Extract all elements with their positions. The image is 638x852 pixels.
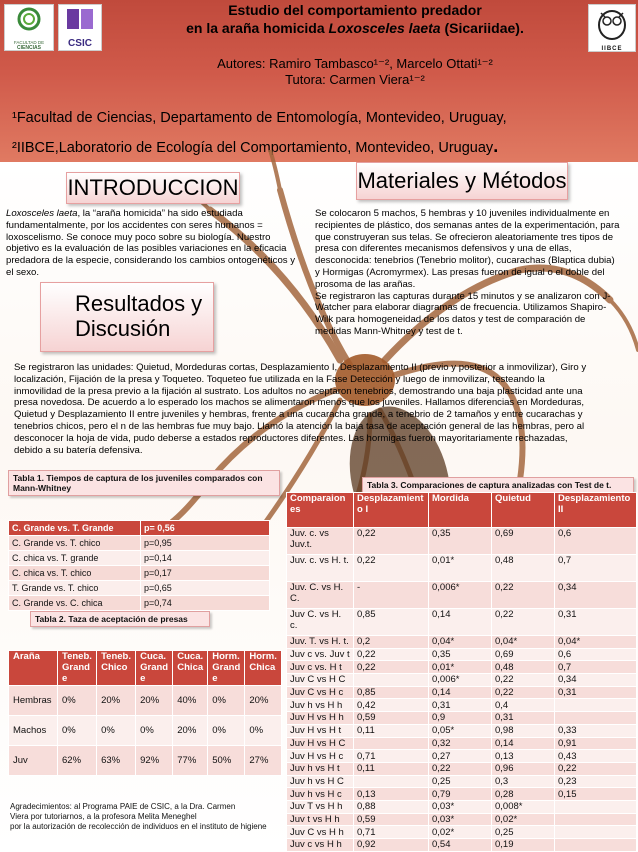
table3-cell: 0,31 — [492, 712, 555, 725]
table-row — [9, 716, 282, 746]
table-row — [9, 536, 270, 551]
table1-header-row — [9, 521, 270, 536]
table3-cell: Juv H vs H c — [287, 750, 354, 763]
table-row — [287, 609, 637, 636]
table3-cell: 0,69 — [492, 528, 555, 555]
title-text: en la araña homicida — [186, 20, 329, 36]
table3-cell: 0,14 — [492, 737, 555, 750]
table2-cell: Juv — [9, 746, 58, 776]
table3-cell: Juv C vs H c — [287, 686, 354, 699]
table-row — [287, 528, 637, 555]
ack-line: por la autorización de recolección de individuos en el instituto de higiene — [10, 822, 267, 831]
table2-cell: 0% — [58, 716, 97, 746]
table2-cell: 20% — [136, 686, 173, 716]
table3-cell: Juv T vs H h — [287, 800, 354, 813]
table3-cell: Juv c vs H h — [287, 839, 354, 852]
table3-cell: 0,48 — [492, 555, 555, 582]
results-line: Quietud y Desplazamiento II entre juveniles y hembras, frente a una cucaracha grande, a tenebrio de 2 tamaños y entre cucarachas y — [14, 409, 583, 421]
table1-cell: p=0,65 — [141, 581, 270, 596]
table3-cell: 0,54 — [429, 839, 492, 852]
table3-cell: 0,22 — [354, 648, 429, 661]
table3-cell: Juv C vs H C — [287, 674, 354, 687]
table3-cell: Juv. C. vs H. C. — [287, 582, 354, 609]
table2-caption: Tabla 2. Taza de aceptación de presas — [30, 611, 210, 627]
table3-cell: 0,15 — [555, 788, 637, 801]
table3-cell: 0,2 — [354, 636, 429, 649]
affiliation-2: ²IIBCE,Laboratorio de Ecología del Comportamiento, Montevideo, Uruguay. — [12, 136, 499, 156]
table1-cell: p=0,17 — [141, 566, 270, 581]
table3-cell: 0,31 — [429, 699, 492, 712]
table-row — [287, 582, 637, 609]
results-heading-line1: Resultados y — [75, 291, 203, 316]
table2-header-cell: Araña — [9, 651, 58, 686]
title-text-end: (Sicariidae). — [440, 20, 524, 36]
poster-title-line2 — [120, 20, 590, 36]
table3-cell: Juv C. vs H. c. — [287, 609, 354, 636]
intro-heading: INTRODUCCION — [67, 175, 239, 200]
table2-header-row — [9, 651, 282, 686]
table2-cell: 20% — [97, 686, 136, 716]
table-row — [287, 839, 637, 852]
iibce-logo — [588, 4, 636, 52]
table1-cell: p=0,14 — [141, 551, 270, 566]
table-row — [287, 648, 637, 661]
table3-cell: 0,22 — [492, 674, 555, 687]
affiliation-2-text: ²IIBCE,Laboratorio de Ecología del Comportamiento, Montevideo, Uruguay — [12, 140, 494, 156]
table2-cell: 0% — [208, 686, 245, 716]
table3-cell: 0,96 — [492, 762, 555, 775]
table3-cell: 0,11 — [354, 762, 429, 775]
table2-header-cell: Cuca. Chica — [173, 651, 208, 686]
methods-heading: Materiales y Métodos — [357, 168, 567, 193]
table2-cell: 63% — [97, 746, 136, 776]
owl-icon — [589, 5, 635, 41]
methods-line: y Hormigas (Acromyrmex). Las presas fueron de igual o el doble del — [315, 266, 605, 278]
table3-cell: Juv H vs H C — [287, 737, 354, 750]
table1-cell: p=0,74 — [141, 596, 270, 611]
table3-cell: 0,7 — [555, 555, 637, 582]
table3-cell: 0,3 — [492, 775, 555, 788]
table3-cell: 0,71 — [354, 826, 429, 839]
intro-line — [6, 208, 311, 220]
title-species: Loxosceles laeta — [328, 20, 441, 36]
table3-cell: 0,85 — [354, 609, 429, 636]
table2 — [8, 650, 282, 776]
results-heading-box — [40, 282, 214, 352]
table3-cell: 0,34 — [555, 674, 637, 687]
logo-text-line1: FACULTAD DE — [13, 40, 45, 45]
methods-line: Watcher para elaborar diagramas de frecuencia. Utilizamos Shapiro- — [315, 302, 607, 314]
spider-leg-2-tip — [270, 150, 280, 190]
table3-cell: 0,04* — [555, 636, 637, 649]
intro-line: loxoscelismo. Se conoce muy poco sobre su biología. Nuestro — [6, 231, 271, 243]
table3-cell: Juv H vs H h — [287, 712, 354, 725]
table1-cell: C. chica vs. T. grande — [9, 551, 141, 566]
table3-cell: 0,69 — [492, 648, 555, 661]
csic-emblem-icon — [59, 5, 101, 33]
table3-cell: Juv t vs H h — [287, 813, 354, 826]
table2-header-cell: Cuca. Grand e — [136, 651, 173, 686]
table-row — [287, 750, 637, 763]
table3-header-cell: Mordida — [429, 493, 492, 528]
table2-cell: 0% — [208, 716, 245, 746]
table-row — [9, 566, 270, 581]
table3-cell: 0,22 — [354, 555, 429, 582]
table3-header-cell: Comparaion es — [287, 493, 354, 528]
table3-cell: 0,59 — [354, 712, 429, 725]
table3-cell: Juv h vs H h — [287, 699, 354, 712]
results-heading — [41, 283, 213, 341]
table3-cell: Juv. c. vs H. t. — [287, 555, 354, 582]
table2-cell: 27% — [245, 746, 282, 776]
methods-line: recipientes de plástico, dos semanas antes de la experimentación, para — [315, 219, 620, 231]
ack-line: Agradecimientos: al Programa PAIE de CSIC, a la Dra. Carmen — [10, 802, 236, 811]
table2-cell: 40% — [173, 686, 208, 716]
table2-cell: 0% — [245, 716, 282, 746]
table3-cell: 0,34 — [555, 582, 637, 609]
table3-cell: 0,22 — [354, 528, 429, 555]
table1-cell: p=0,95 — [141, 536, 270, 551]
methods-text — [315, 208, 635, 338]
table-row — [287, 636, 637, 649]
table-row — [287, 724, 637, 737]
table2-cell: 20% — [173, 716, 208, 746]
table-row — [287, 686, 637, 699]
table3-cell: 0,88 — [354, 800, 429, 813]
table3-cell: 0,91 — [555, 737, 637, 750]
table3-cell: 0,19 — [492, 839, 555, 852]
table-row — [287, 788, 637, 801]
table3-cell: 0,14 — [429, 609, 492, 636]
table3-cell: 0,31 — [555, 686, 637, 699]
table1-cell: C. chica vs. T. chico — [9, 566, 141, 581]
table1-header-cell: C. Grande vs. T. Grande — [9, 521, 141, 536]
table3-cell: 0,85 — [354, 686, 429, 699]
table3-cell — [555, 813, 637, 826]
table3-cell: 0,03* — [429, 800, 492, 813]
results-heading-line2: Discusión — [75, 316, 171, 341]
table3-cell: 0,48 — [492, 661, 555, 674]
table3-cell: 0,9 — [429, 712, 492, 725]
table3-cell — [555, 826, 637, 839]
tutor: Tutora: Carmen Viera¹⁻² — [285, 72, 425, 87]
authors: Autores: Ramiro Tambasco¹⁻², Marcelo Ottati¹⁻² — [217, 56, 493, 71]
table3-cell: 0,22 — [429, 762, 492, 775]
table3-cell: 0,59 — [354, 813, 429, 826]
table3-cell: 0,11 — [354, 724, 429, 737]
table1-cell: T. Grande vs. T. chico — [9, 581, 141, 596]
table3-cell: 0,13 — [492, 750, 555, 763]
intro-line-text: , la “araña homicida” ha sido estudiada — [77, 208, 243, 219]
table-row — [287, 555, 637, 582]
table3-cell: 0,04* — [492, 636, 555, 649]
table2-cell: 0% — [58, 686, 97, 716]
table1-cell: C. Grande vs. T. chico — [9, 536, 141, 551]
table3-cell: 0,13 — [354, 788, 429, 801]
table1 — [8, 520, 270, 611]
table-row — [287, 699, 637, 712]
table3-header-cell: Quietud — [492, 493, 555, 528]
table3-cell: 0,71 — [354, 750, 429, 763]
table3-header-cell: Desplazamiento II — [555, 493, 637, 528]
results-line: inmovilidad de la presa previo a la fijación al sustrato. Los adultos no aceptaron tenebrios, demostrando una baja plasticidad ante una — [14, 385, 583, 397]
ciencias-spiral-icon — [5, 5, 53, 35]
intro-species: Loxosceles laeta — [6, 208, 78, 219]
table3-cell: 0,79 — [429, 788, 492, 801]
table-row — [287, 800, 637, 813]
table3-cell: 0,35 — [429, 648, 492, 661]
table3-cell: Juv h vs H c — [287, 788, 354, 801]
table3-cell: 0,7 — [555, 661, 637, 674]
table3-cell: 0,27 — [429, 750, 492, 763]
table3-cell: - — [354, 582, 429, 609]
table3-cell: 0,22 — [492, 686, 555, 699]
methods-heading-box — [356, 162, 568, 200]
table3 — [286, 492, 637, 852]
table-row — [287, 775, 637, 788]
table-row — [9, 596, 270, 611]
table3-cell: 0,31 — [555, 609, 637, 636]
table3-cell: 0,14 — [429, 686, 492, 699]
table3-cell: 0,006* — [429, 582, 492, 609]
table3-cell: Juv c vs. Juv t — [287, 648, 354, 661]
table3-cell: 0,22 — [492, 582, 555, 609]
table3-cell: 0,6 — [555, 528, 637, 555]
logo-text-line2: CIENCIAS — [17, 45, 41, 51]
results-text — [14, 362, 634, 456]
table2-cell: 0% — [97, 716, 136, 746]
table3-cell: 0,02* — [429, 826, 492, 839]
table2-cell: 62% — [58, 746, 97, 776]
table-row — [287, 712, 637, 725]
table2-cell: 92% — [136, 746, 173, 776]
table3-cell — [354, 737, 429, 750]
table3-cell: 0,04* — [429, 636, 492, 649]
table3-cell: 0,22 — [492, 609, 555, 636]
csic-logo-text: CSIC — [68, 38, 92, 49]
table-row — [9, 551, 270, 566]
table2-header-cell: Teneb. Grand e — [58, 651, 97, 686]
table3-cell — [354, 674, 429, 687]
table1-caption: Tabla 1. Tiempos de captura de los juveniles comparados con Mann-Whitney — [8, 470, 280, 496]
table3-cell: Juv. c. vs Juv.t. — [287, 528, 354, 555]
results-line: presa novedosa. De acuerdo a lo esperado los machos se alimentaron menos que los juveniles. Hallamos diferencias en Mordeduras, — [14, 397, 585, 409]
table2-header-cell: Teneb. Chico — [97, 651, 136, 686]
results-line: desconocer la hoja de vida, pudo deberse a estados reproductores diferentes. Las hormigas fueron mayoritariamente rechazadas, — [14, 432, 568, 444]
table-row — [9, 581, 270, 596]
table3-cell: 0,25 — [492, 826, 555, 839]
table3-caption: Tabla 3. Comparaciones de captura analizadas con Test de t. — [362, 477, 634, 493]
methods-line: Se colocaron 5 machos, 5 hembras y 10 juveniles individualmente en — [315, 208, 610, 219]
table3-cell: 0,28 — [492, 788, 555, 801]
intro-line: el sexo. — [6, 266, 40, 278]
table3-cell: 0,43 — [555, 750, 637, 763]
intro-line: objetivo es la evaluación de las posibles variaciones en la eficacia — [6, 243, 287, 255]
table2-cell: 0% — [136, 716, 173, 746]
methods-line: medidas Mann-Whitney y test de t. — [315, 325, 463, 337]
table3-cell: 0,98 — [492, 724, 555, 737]
table2-cell: 50% — [208, 746, 245, 776]
results-line: tenebrios chicos, pero el n de las hembras fue muy bajo. Llamó la atención la baja tasa de aceptación general de las hembras, pero al — [14, 420, 585, 432]
table3-cell: Juv C vs H h — [287, 826, 354, 839]
table-row — [287, 813, 637, 826]
table-row — [287, 826, 637, 839]
methods-line: presa con diferentes mecanismos defensivos y una de ellas, — [315, 243, 572, 255]
intro-heading-box — [66, 172, 240, 204]
table3-cell: 0,01* — [429, 661, 492, 674]
table1-header-cell: p= 0,56 — [141, 521, 270, 536]
methods-line: prosoma de las arañas. — [315, 278, 416, 290]
table3-cell: 0,23 — [555, 775, 637, 788]
table-row — [287, 762, 637, 775]
table3-cell: 0,05* — [429, 724, 492, 737]
table3-cell: 0,03* — [429, 813, 492, 826]
table-row — [287, 674, 637, 687]
table3-cell: Juv. T. vs H. t. — [287, 636, 354, 649]
table3-cell — [555, 839, 637, 852]
methods-line: Se registraron las capturas durante 15 minutos y se analizaron con J- — [315, 290, 611, 302]
methods-line: que construyeran sus telas. Se ofrecieron aleatoriamente tres tipos de — [315, 231, 614, 243]
acknowledgements — [10, 802, 290, 832]
table2-header-cell: Horm. Chica — [245, 651, 282, 686]
table3-header-cell: Desplazamient o I — [354, 493, 429, 528]
table3-cell: 0,22 — [555, 762, 637, 775]
table2-cell: Hembras — [9, 686, 58, 716]
table3-cell: Juv c vs. H t — [287, 661, 354, 674]
ack-line: Viera por tutoriarnos, a la profesora Melita Meneghel — [10, 812, 197, 821]
table3-cell: Juv h vs H t — [287, 762, 354, 775]
table2-cell: 77% — [173, 746, 208, 776]
table-row — [9, 686, 282, 716]
facultad-ciencias-logo — [4, 4, 54, 51]
table-row — [287, 737, 637, 750]
table3-cell: 0,008* — [492, 800, 555, 813]
affiliation-1: ¹Facultad de Ciencias, Departamento de Entomología, Montevideo, Uruguay, — [12, 110, 507, 126]
table1-cell: C. Grande vs. C. chica — [9, 596, 141, 611]
results-line: Se registraron las unidades: Quietud, Mordeduras cortas, Desplazamiento I, Desplazamiento II (previo y posterior a inmovilizar), Giro y — [14, 362, 587, 373]
intro-line: predadora de la especie, considerando los cambios ontogenéticos y — [6, 255, 296, 267]
table3-cell: 0,35 — [429, 528, 492, 555]
table-row — [287, 661, 637, 674]
table3-cell — [354, 775, 429, 788]
methods-line: Wilk para homogeneidad de los datos y test de comparación de — [315, 314, 586, 326]
results-line: localización, Fijación de la presa y Toqueteo. Toqueteo fue utilizada en la Fase Detección y luego de inmovilizar, testeando la — [14, 373, 545, 385]
table3-cell: 0,25 — [429, 775, 492, 788]
table3-cell: 0,42 — [354, 699, 429, 712]
table3-cell: 0,92 — [354, 839, 429, 852]
table2-cell: Machos — [9, 716, 58, 746]
table3-cell — [555, 712, 637, 725]
table3-cell — [555, 699, 637, 712]
results-line: debido a su batería defensiva. — [14, 444, 143, 456]
table2-header-cell: Horm. Grand e — [208, 651, 245, 686]
table3-cell: 0,33 — [555, 724, 637, 737]
poster-title-line1: Estudio del comportamiento predador — [228, 2, 482, 18]
csic-logo — [58, 4, 102, 51]
table3-cell: 0,006* — [429, 674, 492, 687]
table3-cell: 0,01* — [429, 555, 492, 582]
intro-text — [6, 208, 311, 279]
table3-cell — [555, 800, 637, 813]
table2-cell: 20% — [245, 686, 282, 716]
table3-cell: 0,22 — [354, 661, 429, 674]
table3-cell: 0,6 — [555, 648, 637, 661]
table3-cell: 0,02* — [492, 813, 555, 826]
intro-line: fundamentalmente, por los accidentes con seres humanos = — [6, 219, 263, 231]
iibce-logo-text: IIBCE — [601, 46, 623, 52]
table3-cell: 0,4 — [492, 699, 555, 712]
table-row — [9, 746, 282, 776]
table3-header-row — [287, 493, 637, 528]
table3-cell: Juv h vs H C — [287, 775, 354, 788]
methods-line: desconocida: tenebrios (Tenebrio molitor), cucarachas (Blaptica dubia) — [315, 255, 615, 267]
table3-cell: 0,32 — [429, 737, 492, 750]
table3-cell: Juv H vs H t — [287, 724, 354, 737]
